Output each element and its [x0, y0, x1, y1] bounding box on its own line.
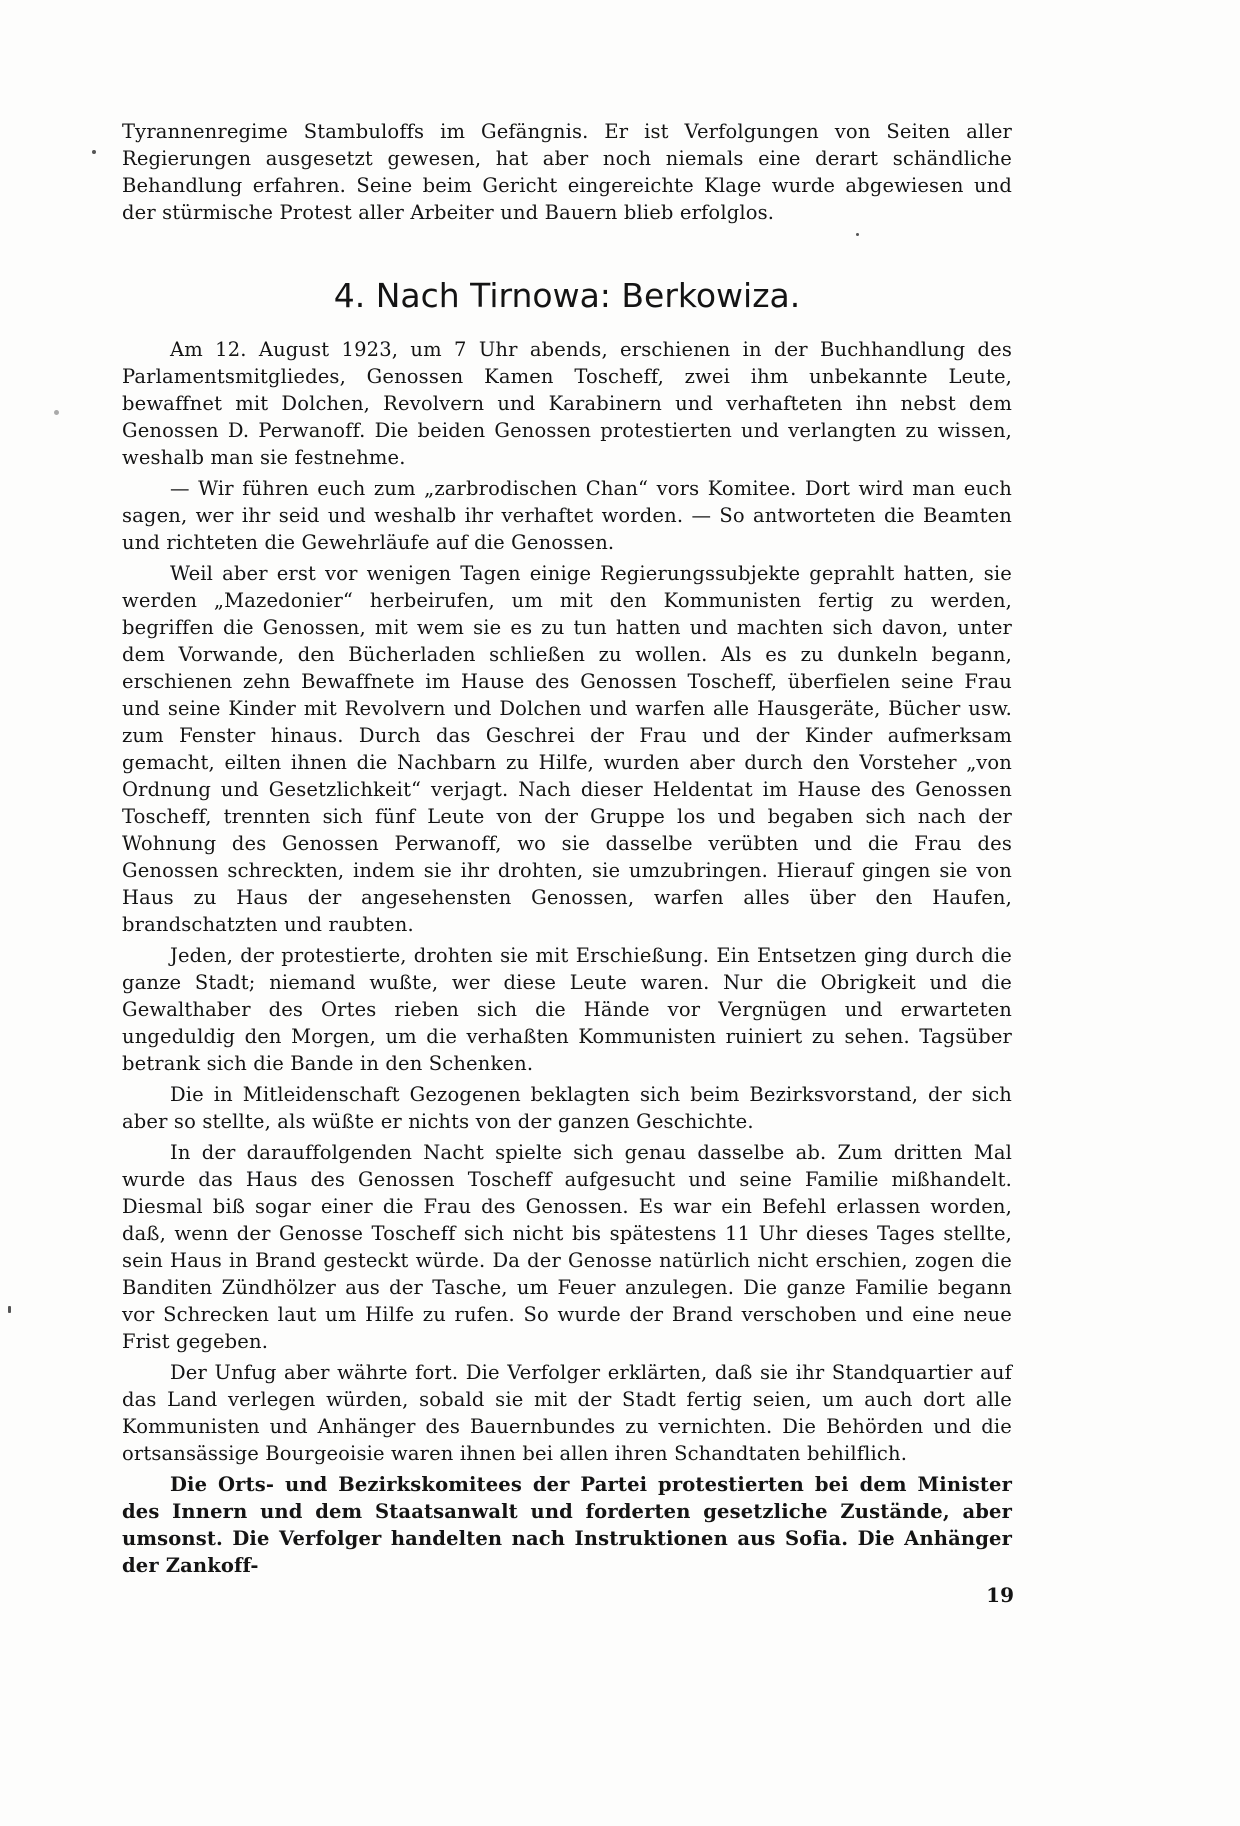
paragraph: In der darauffolgenden Nacht spielte sich genau dasselbe ab. Zum dritten Mal wurde das Haus des Genossen Toscheff aufgesucht und seine Familie mißhandelt. Diesmal biß sogar einer die Frau des Genossen. Es war ein Befehl erlassen worden, daß, wenn der Genosse Toscheff sich nicht bis spätestens 11 Uhr dieses Tages stellte, sein Haus in Brand gesteckt würde. Da der Genosse natürlich nicht erschien, zogen die Banditen Zündhölzer aus der Tasche, um Feuer anzulegen. Die ganze Familie begann vor Schrecken laut um Hilfe zu rufen. So wurde der Brand verschoben und eine neue Frist gegeben.: [122, 1141, 1012, 1353]
intro-text: [122, 118, 1012, 230]
paragraph: Die in Mitleidenschaft Gezogenen beklagten sich beim Bezirksvorstand, der sich aber so stellte, als wüßte er nichts von der ganzen Geschichte.: [122, 1083, 1012, 1133]
paragraph: Der Unfug aber währte fort. Die Verfolger erklärten, daß sie ihr Standquartier auf das Land verlegen würden, sobald sie mit der Stadt fertig seien, um auch dort alle Kommunisten und Anhänger des Bauernbundes zu vernichten. Die Behörden und die ortsansässige Bourgeoisie waren ihnen bei allen ihren Schandtaten behilflich.: [122, 1361, 1012, 1465]
paragraph: Die Orts- und Bezirkskomitees der Partei protestierten bei dem Minister des Innern und dem Staatsanwalt und forderten gesetzliche Zustände, aber umsonst. Die Verfolger handelten nach Instruktionen aus Sofia. Die Anhänger der Zankoff-: [122, 1473, 1012, 1577]
intro-paragraph: Tyrannenregime Stambuloffs im Gefängnis. Er ist Verfolgungen von Seiten aller Regierungen ausgesetzt gewesen, hat aber noch niemals eine derart schändliche Behandlung erfahren. Seine beim Gericht eingereichte Klage wurde abgewiesen und der stürmische Protest aller Arbeiter und Bauern blieb erfolglos.: [122, 120, 1012, 224]
print-speck: [54, 410, 59, 415]
paragraph: Weil aber erst vor wenigen Tagen einige Regierungssubjekte geprahlt hatten, sie werden „Mazedonier“ herbeirufen, um mit den Kommunisten fertig zu werden, begriffen die Genossen, mit wem sie es zu tun hatten und machten sich davon, unter dem Vorwande, den Bücherladen schließen zu wollen. Als es zu dunkeln begann, erschienen zehn Bewaffnete im Hause des Genossen Toscheff, überfielen seine Frau und seine Kinder mit Revolvern und Dolchen und warfen alle Hausgeräte, Bücher usw. zum Fenster hinaus. Durch das Geschrei der Frau und der Kinder aufmerksam gemacht, eilten ihnen die Nachbarn zu Hilfe, wurden aber durch den Vorsteher „von Ordnung und Gesetzlichkeit“ verjagt. Nach dieser Heldentat im Hause des Genossen Toscheff, trennten sich fünf Leute von der Gruppe los und begaben sich nach der Wohnung des Genossen Perwanoff, wo sie dasselbe verübten und die Frau des Genossen schreckten, indem sie ihr drohten, sie umzubringen. Hierauf gingen sie von Haus zu Haus der angesehensten Genossen, warfen alles über den Haufen, brandschatzten und raubten.: [122, 562, 1012, 936]
body-text: [122, 336, 1012, 1583]
section-heading: 4. Nach Tirnowa: Berkowiza.: [333, 276, 801, 315]
print-speck: [8, 1306, 11, 1313]
paragraph: Am 12. August 1923, um 7 Uhr abends, erschienen in der Buchhandlung des Parlamentsmitgliedes, Genossen Kamen Toscheff, zwei ihm unbekannte Leute, bewaffnet mit Dolchen, Revolvern und Karabinern und verhafteten ihn nebst dem Genossen D. Perwanoff. Die beiden Genossen protestierten und verlangten zu wissen, weshalb man sie festnehme.: [122, 338, 1012, 469]
print-speck: [856, 233, 859, 236]
paragraph: Jeden, der protestierte, drohten sie mit Erschießung. Ein Entsetzen ging durch die ganze Stadt; niemand wußte, wer diese Leute waren. Nur die Obrigkeit und die Gewalthaber des Ortes rieben sich die Hände vor Vergnügen und erwarteten ungeduldig den Morgen, um die verhaßten Kommunisten ruiniert zu sehen. Tagsüber betrank sich die Bande in den Schenken.: [122, 944, 1012, 1075]
print-speck: [92, 150, 96, 154]
paragraph: — Wir führen euch zum „zarbrodischen Chan“ vors Komitee. Dort wird man euch sagen, wer ihr seid und weshalb ihr verhaftet worden. — So antworteten die Beamten und richteten die Gewehrläufe auf die Genossen.: [122, 477, 1012, 554]
page-number: 19: [986, 1583, 1014, 1607]
